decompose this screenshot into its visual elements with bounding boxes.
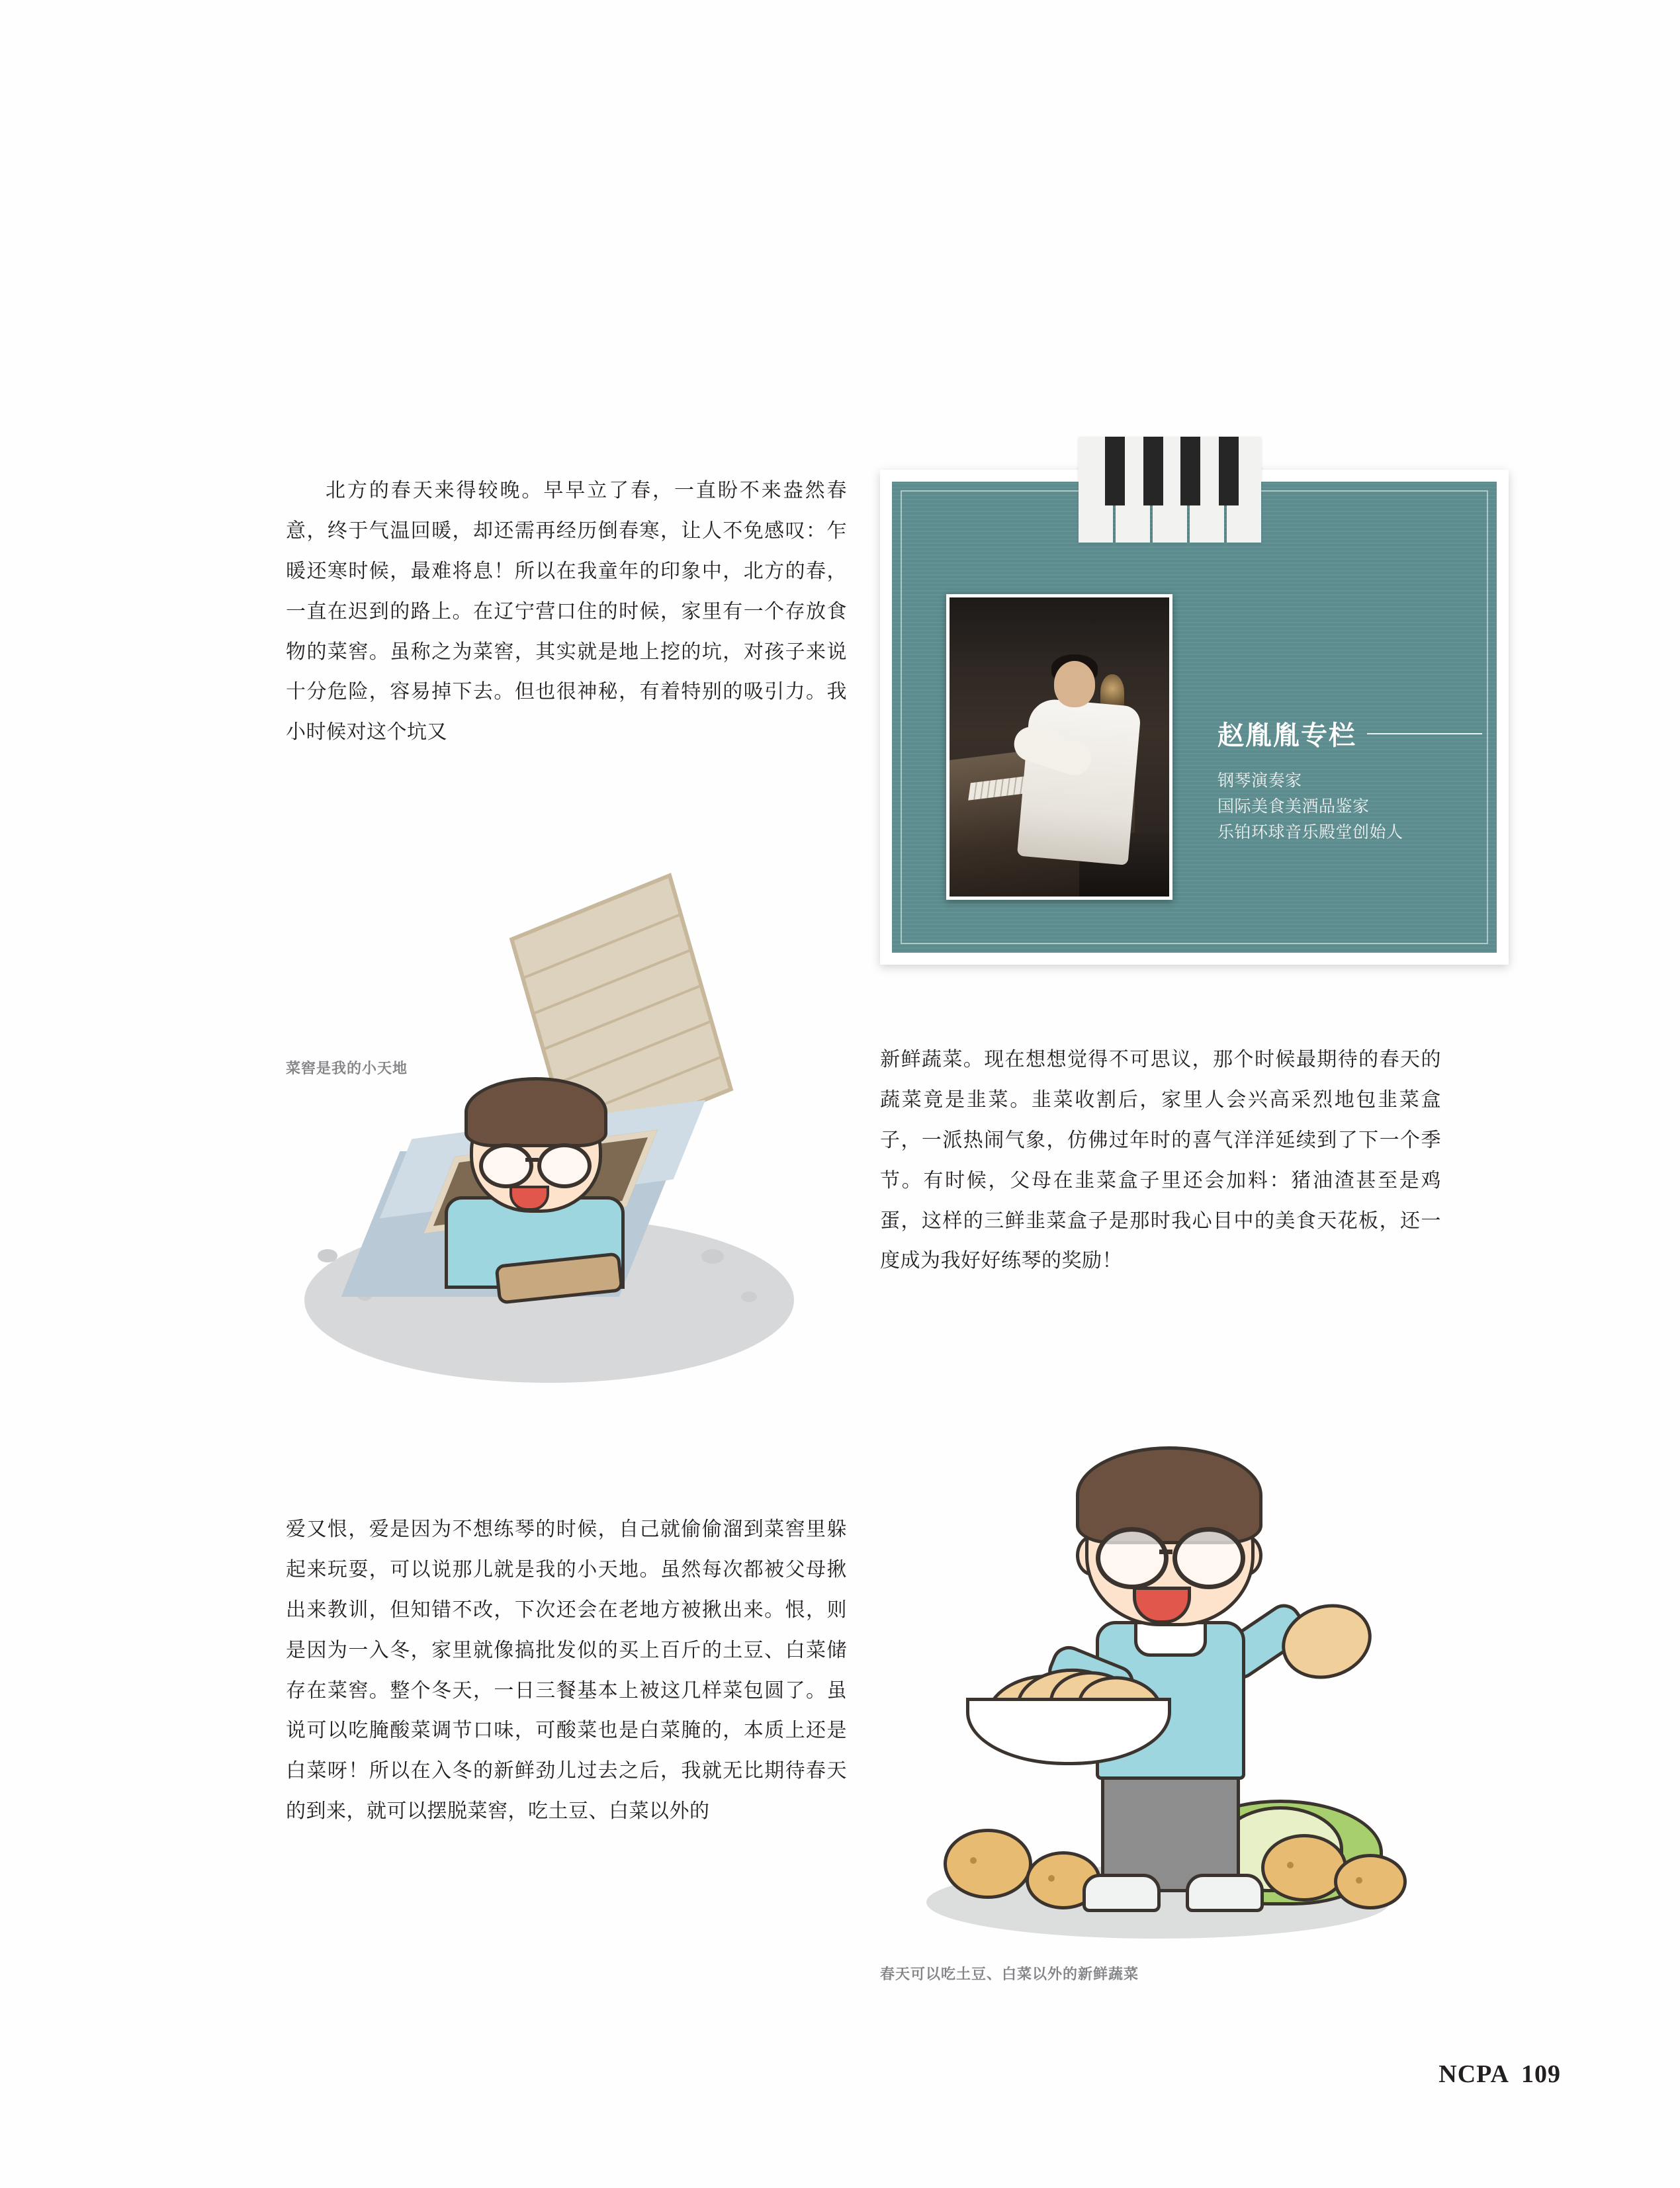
credential-line: 国际美食美酒品鉴家 [1217,797,1370,816]
potato [944,1829,1032,1899]
body-text-left-top [286,471,847,753]
credential-line: 乐铂环球音乐殿堂创始人 [1217,823,1403,842]
columnist-photo [946,594,1172,900]
door-plank [535,949,689,1014]
illustration-boy-in-cellar [278,887,847,1416]
pebble [701,1249,724,1264]
pebble [741,1291,757,1302]
piano-black-key [1143,437,1163,505]
title-rule [1367,733,1482,734]
boy-hair [1076,1446,1262,1544]
piano-keys-graphic [1079,437,1330,543]
glasses-bridge [525,1158,539,1162]
credential-line: 钢琴演奏家 [1217,771,1302,790]
door-plank [545,985,699,1050]
door-plank [555,1021,710,1086]
boy-collar [1134,1621,1207,1657]
photo-pianist-body [1017,697,1141,865]
paragraph: 爱又恨，爱是因为不想练琴的时候，自己就偷偷溜到菜窖里躲起来玩耍，可以说那儿就是我的小天地。虽然每次都被父母揪出来教训，但知错不改，下次还会在老地方被揪出来。恨，则是因为一入冬，家里就像搞批发似的买上百斤的土豆、白菜储存在菜窖。整个冬天，一日三餐基本上被这几样菜包圆了。虽说可以吃腌酸菜调节口味，可酸菜也是白菜腌的，本质上还是白菜呀！所以在入冬的新鲜劲儿过去之后，我就无比期待春天的到来，就可以摆脱菜窖，吃土豆、白菜以外的 [286,1518,847,1823]
piano-black-key [1105,437,1125,505]
boy-hair [464,1077,607,1147]
photo-pianist-head [1054,661,1095,707]
glasses-lens-left [479,1143,533,1188]
pebble [318,1249,337,1262]
paragraph: 北方的春天来得较晚。早早立了春，一直盼不来盎然春意，终于气温回暖，却还需再经历倒春寒，让人不免感叹：乍暖还寒时候，最难将息！所以在我童年的印象中，北方的春，一直在迟到的路上。在辽宁营口住的时候，家里有一个存放食物的菜窖。虽称之为菜窖，其实就是地上挖的坑，对孩子来说十分危险，容易掉下去。但也很神秘，有着特别的吸引力。我小时候对这个坑又 [286,480,847,744]
piano-black-key [1219,437,1239,505]
boy-shoe-left [1083,1874,1161,1912]
glasses-lens-left [1096,1527,1169,1589]
caption-spring-vegetables: 春天可以吃土豆、白菜以外的新鲜蔬菜 [880,1966,1139,1982]
glasses-lens-right [537,1143,592,1188]
publication-brand: NCPA [1438,2060,1509,2088]
glasses-lens-right [1172,1527,1245,1589]
paragraph: 新鲜蔬菜。现在想想觉得不可思议，那个时候最期待的春天的蔬菜竟是韭菜。韭菜收割后，家里人会兴高采烈地包韭菜盒子，一派热闹气象，仿佛过年时的喜气洋洋延续到了下一个季节。有时候，父母在韭菜盒子里还会加料：猪油渣甚至是鸡蛋，这样的三鲜韭菜盒子是那时我心目中的美食天花板，还一度成为我好好练琴的奖励！ [880,1049,1441,1272]
door-plank [524,914,679,979]
glasses-bridge [1159,1550,1172,1554]
potato [1334,1854,1407,1909]
columnist-title: 赵胤胤专栏 [1217,721,1356,750]
boy-shoe-right [1186,1874,1264,1912]
page-number: 109 [1521,2060,1561,2088]
body-text-left-bottom [286,1510,847,1832]
columnist-info-block [1217,715,1482,846]
illustration-boy-with-dumplings [887,1409,1469,1958]
body-text-right-middle [880,1040,1441,1282]
page-footer [1438,2060,1561,2089]
columnist-title-row [1217,715,1482,752]
caption-cellar: 菜窖是我的小天地 [286,1060,408,1076]
piano-black-key [1180,437,1200,505]
potato [1261,1834,1347,1902]
columnist-credentials [1217,768,1482,846]
